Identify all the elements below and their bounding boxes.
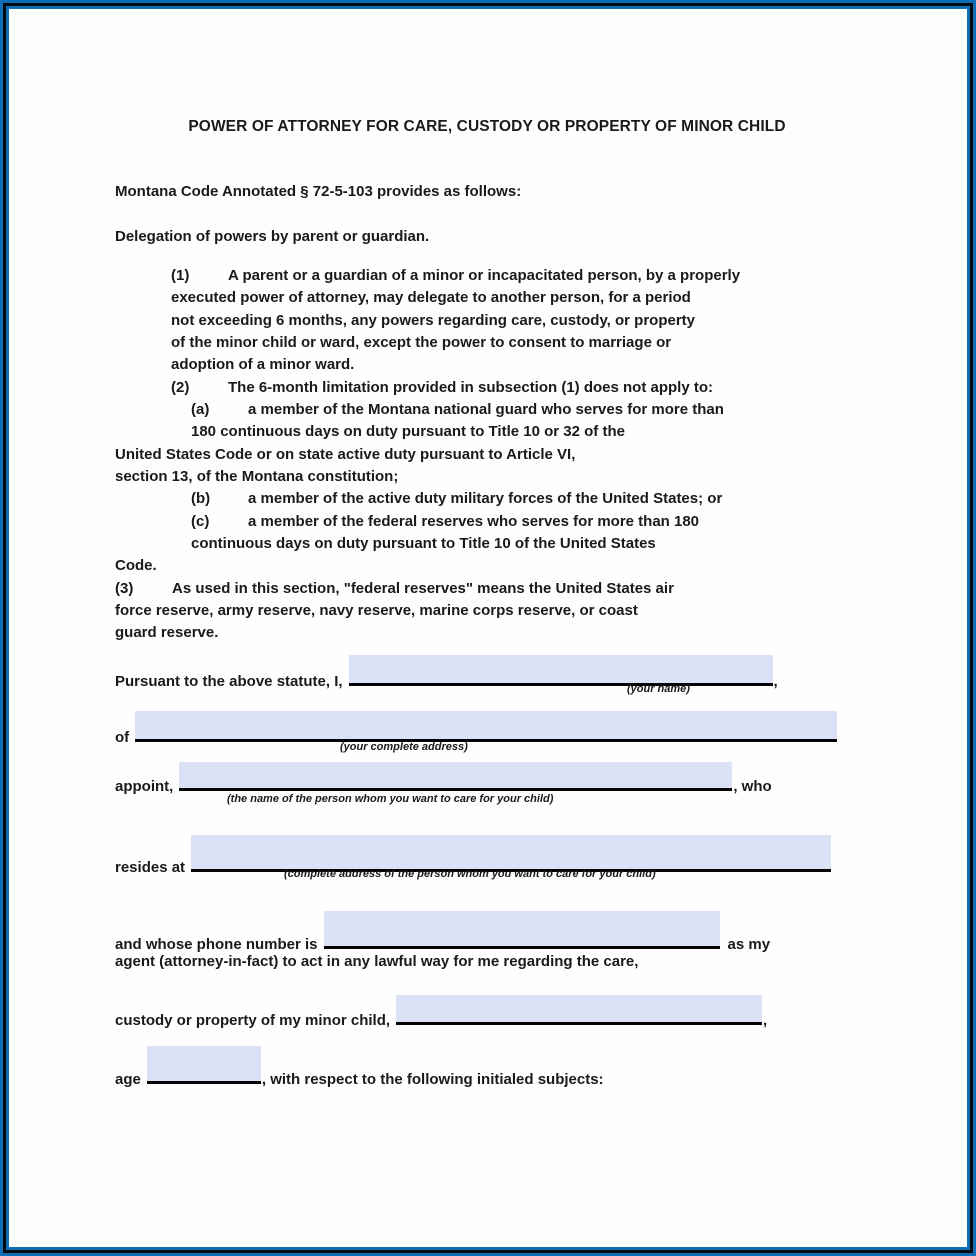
statute-line: (1) A parent or a guardian of a minor or incapacitated person, by a properly: [115, 265, 740, 287]
statute-line: guard reserve.: [115, 624, 219, 642]
statute-line: continuous days on duty pursuant to Title 10 of the United States: [191, 534, 656, 552]
clause-number: (1): [171, 267, 190, 284]
your-name-caption: (your name): [627, 683, 690, 695]
statute-line: (a) a member of the Montana national guard who serves for more than: [115, 399, 740, 421]
clause-number: (c): [191, 512, 210, 530]
statute-line: section 13, of the Montana constitution;: [115, 467, 399, 485]
child-name-field[interactable]: [396, 995, 762, 1025]
clause-number: (2): [171, 378, 190, 396]
statute-line: adoption of a minor ward.: [171, 356, 355, 374]
principal-name-field[interactable]: [349, 655, 773, 686]
agent-name-field[interactable]: [179, 762, 732, 791]
clause-number: (b): [191, 490, 211, 508]
principal-name-line: Pursuant to the above statute, I, ,: [115, 655, 778, 693]
clause-number: (a): [191, 400, 210, 418]
principal-address-line: of: [115, 711, 837, 749]
statute-line: (c) a member of the federal reserves who serves for more than 180: [115, 511, 740, 533]
document-page: [6, 6, 970, 1250]
statute-line: executed power of attorney, may delegate to another person, for a period: [171, 289, 691, 307]
agent-address-field[interactable]: [191, 835, 831, 872]
statute-line: United States Code or on state active duty pursuant to Article VI,: [115, 445, 576, 463]
child-age-line: age , with respect to the following initialed subjects:: [115, 1046, 604, 1091]
statute-line: (2) The 6-month limitation provided in subsection (1) does not apply to:: [115, 377, 740, 399]
page-title: POWER OF ATTORNEY FOR CARE, CUSTODY OR PROPERTY OF MINOR CHILD: [188, 118, 786, 135]
statute-line: force reserve, army reserve, navy reserve, marine corps reserve, or coast: [115, 601, 638, 619]
inner-black-frame: [3, 3, 973, 1253]
statute-intro: Montana Code Annotated § 72-5-103 provides as follows:: [115, 183, 522, 200]
clause-number: (3): [115, 579, 134, 597]
agent-name-line: appoint, , who: [115, 762, 772, 798]
child-name-line: custody or property of my minor child, ,: [115, 995, 767, 1032]
statute-text-block: [115, 265, 740, 645]
child-age-field[interactable]: [147, 1046, 261, 1084]
agent-phone-field[interactable]: [324, 911, 720, 949]
caregiver-name-caption: (the name of the person whom you want to care for your child): [227, 793, 554, 805]
principal-address-field[interactable]: [135, 711, 837, 742]
section-heading: Delegation of powers by parent or guardian.: [115, 228, 430, 245]
your-address-caption: (your complete address): [340, 741, 468, 753]
statute-line: of the minor child or ward, except the power to consent to marriage or: [171, 333, 672, 351]
agent-phone-line: and whose phone number is as my: [115, 911, 770, 956]
statute-line: 180 continuous days on duty pursuant to Title 10 or 32 of the: [191, 423, 625, 441]
agent-powers-line: agent (attorney-in-fact) to act in any lawful way for me regarding the care,: [115, 953, 639, 970]
statute-line: not exceeding 6 months, any powers regarding care, custody, or property: [171, 311, 696, 329]
statute-line: (3) As used in this section, "federal reserves" means the United States air: [115, 578, 740, 600]
statute-line: (b) a member of the active duty military forces of the United States; or: [115, 488, 740, 510]
agent-address-line: resides at: [115, 835, 831, 879]
statute-line: Code.: [115, 557, 157, 575]
caregiver-address-caption: (complete address of the person whom you want to care for your child): [284, 868, 656, 880]
